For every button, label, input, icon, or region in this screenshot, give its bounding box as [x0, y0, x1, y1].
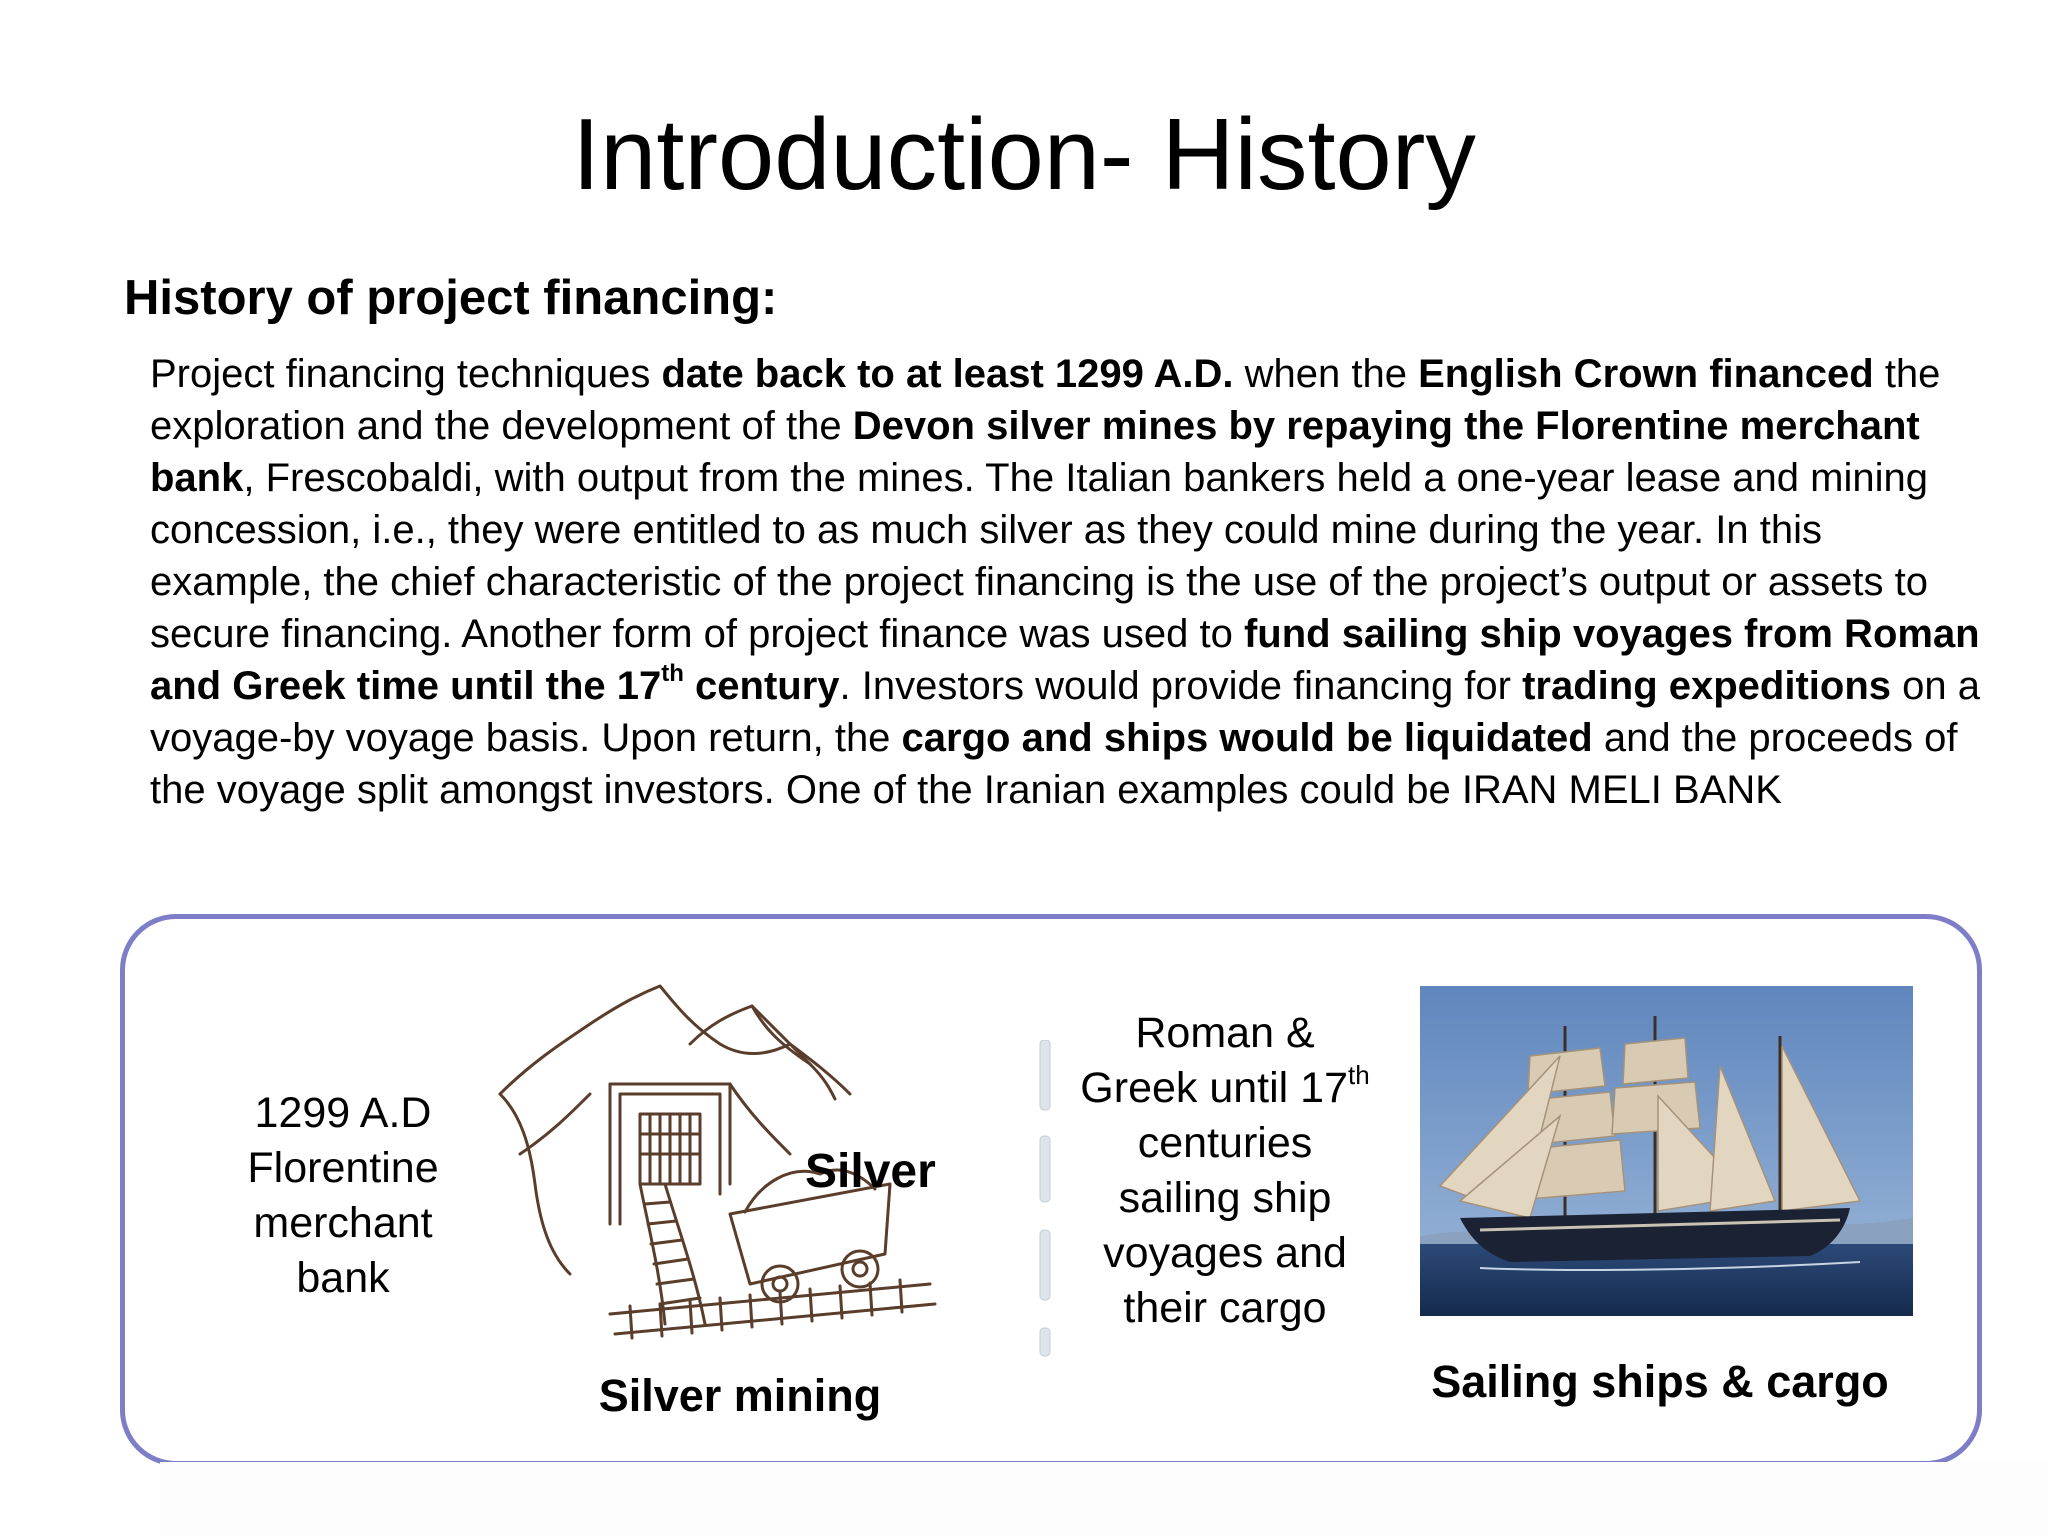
text-run-bold: trading expeditions	[1522, 664, 1892, 708]
slide-title: Introduction- History	[572, 99, 1476, 211]
caption-1299-bank	[218, 1086, 468, 1306]
superscript: th	[1348, 1060, 1370, 1090]
text-run-bold: cargo and ships would be liquidated	[901, 716, 1593, 760]
body-paragraph	[124, 348, 1984, 816]
caption-text: Greek until 17	[1080, 1064, 1348, 1112]
silver-label: Silver	[805, 1145, 936, 1198]
text-run: on a voyage-by voyage basis. Upon return, the	[150, 664, 1980, 760]
text-run-bold: Devon silver mines by repaying the Florentine merchant bank	[150, 404, 1920, 500]
text-run-bold: date back to at least 1299 A.D.	[661, 352, 1234, 396]
text-run: , Frescobaldi, with output from the mines. The Italian bankers held a one-year lease and mining concession, i.e., they were entitled to as much silver as they could mine during the year. In this example, the chief characteristic of the project financing is the use of the project’s output or assets to secure financing. Another form of project finance was used to	[150, 456, 1929, 656]
text-run-bold: century	[683, 664, 840, 708]
caption-line: voyages and	[1103, 1229, 1347, 1277]
sailing-ship-photo	[1420, 986, 1913, 1316]
text-run-bold: fund sailing ship voyages from Roman and Greek time until the 17	[150, 612, 1980, 708]
text-run: the exploration and the development of the	[150, 352, 1941, 448]
silver-mining-caption: Silver mining	[598, 1370, 882, 1421]
caption-line: their cargo	[1123, 1284, 1327, 1332]
text-run: Project financing techniques	[150, 352, 662, 396]
section-heading: History of project financing:	[124, 271, 778, 325]
text-run: when the	[1233, 352, 1419, 396]
caption-line: Roman &	[1135, 1009, 1315, 1057]
text-run-bold: English Crown financed	[1418, 352, 1874, 396]
text-run: . Investors would provide financing for	[839, 664, 1523, 708]
footer-strip	[160, 1462, 2048, 1536]
caption-roman-greek	[1050, 1006, 1400, 1336]
caption-line	[1050, 1061, 1400, 1116]
caption-line: bank	[296, 1254, 390, 1302]
caption-line: Florentine	[247, 1144, 439, 1192]
caption-line: merchant	[253, 1199, 433, 1247]
caption-line: 1299 A.D	[254, 1089, 432, 1137]
caption-line: centuries	[1137, 1119, 1313, 1167]
caption-line: sailing ship	[1118, 1174, 1332, 1222]
text-run: and the proceeds of the voyage split amongst investors. One of the Iranian examples could be IRAN MELI BANK	[150, 716, 1958, 812]
superscript: th	[661, 660, 684, 687]
sailing-ships-caption: Sailing ships & cargo	[1431, 1356, 1889, 1407]
